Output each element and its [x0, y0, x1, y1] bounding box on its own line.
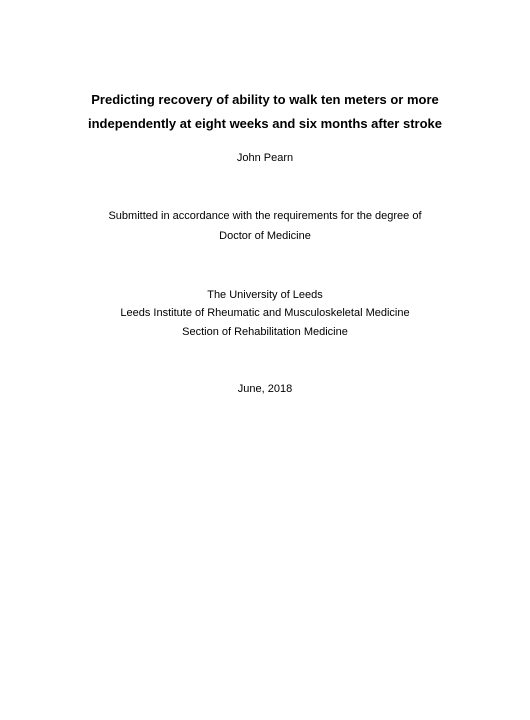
- author-name: John Pearn: [236, 152, 294, 164]
- institute-name: Leeds Institute of Rheumatic and Musculoskeletal Medicine: [120, 307, 410, 319]
- university-name: The University of Leeds: [207, 289, 323, 301]
- submission-statement: Submitted in accordance with the requirements for the degree of: [108, 210, 422, 222]
- section-name: Section of Rehabilitation Medicine: [182, 326, 348, 338]
- thesis-title-line-2: independently at eight weeks and six months after stroke: [88, 116, 442, 131]
- thesis-title-line-1: Predicting recovery of ability to walk ten meters or more: [91, 92, 439, 107]
- submission-date: June, 2018: [237, 383, 293, 395]
- degree-name: Doctor of Medicine: [219, 230, 311, 242]
